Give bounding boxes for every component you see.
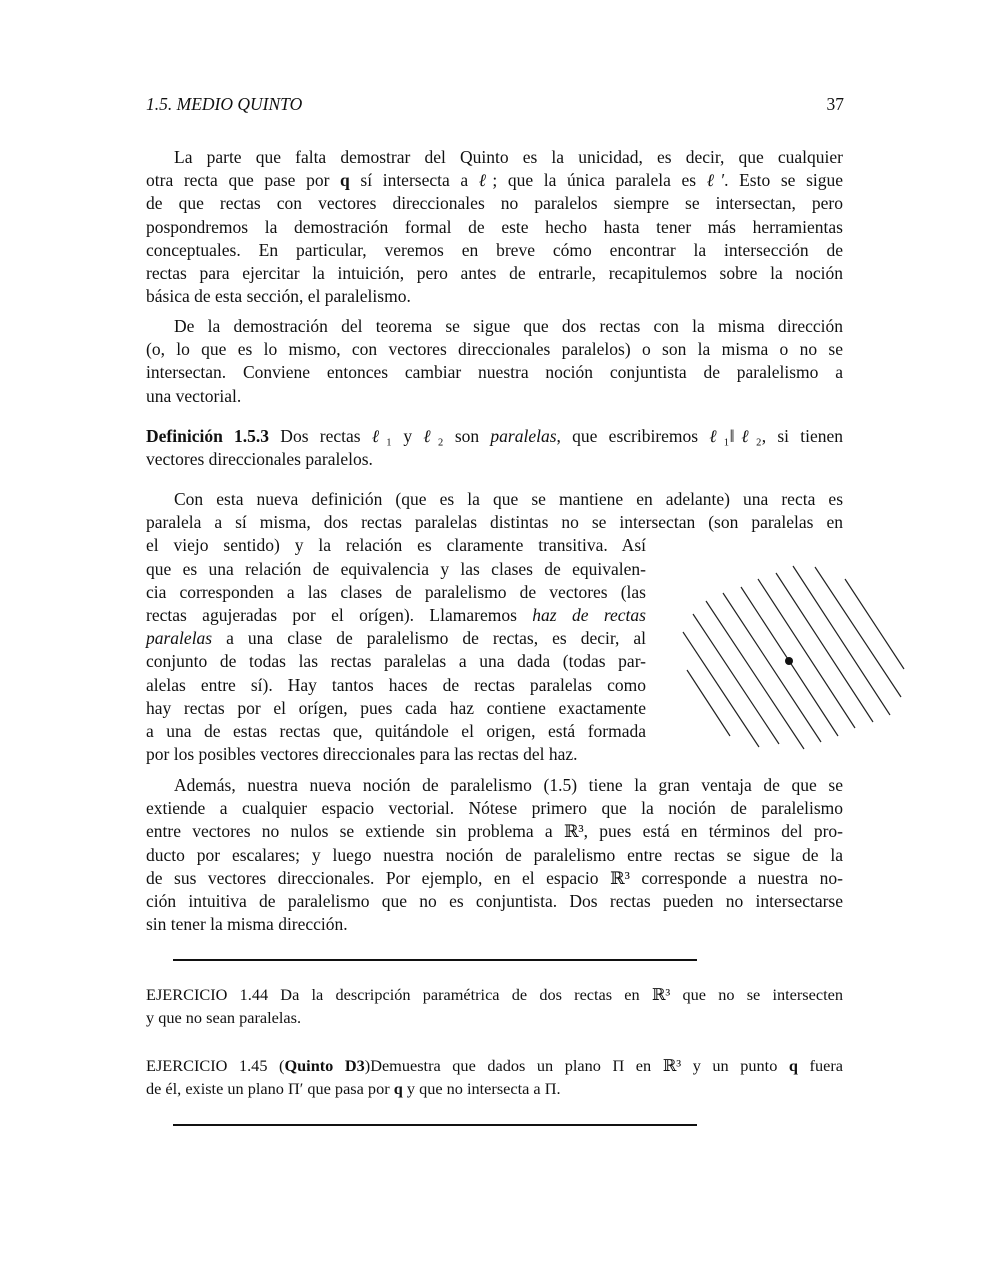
text-segment: EJERCICIO 1.45 ( [146,1056,285,1075]
text-segment: alelas entre sí). Hay tantos haces de rectas paralelas como [146,674,646,695]
parallel-line [793,566,890,715]
text-segment: Además, nuestra nueva noción de paralelismo (1.5) tiene la gran ventaja de que se [174,775,843,795]
text-segment: ducto por escalares; y luego nuestra noción de paralelismo entre rectas se sigue de la [146,844,843,865]
parallel-line [845,579,904,669]
text-segment: fuera [797,1056,843,1075]
text-segment: pospondremos la demostración formal de este hecho hasta tener más herramientas [146,216,843,237]
italic-text: paralelas [146,628,213,649]
origin-point [785,657,793,665]
italic-text: ℓ [734,426,756,446]
italic-text: ℓ′ [706,170,725,191]
text-segment: Con esta nueva definición (que es la que se mantiene en adelante) una recta es [174,489,843,509]
text-segment: entre vectores no nulos se extiende sin problema a ℝ³, pues está en términos del pro- [146,821,843,842]
italic-text: haz de rectas [532,604,646,625]
text-segment: )Demuestra que dados un plano Π en ℝ³ y un punto [364,1056,789,1075]
text-segment: el viejo sentido) y la relación es claramente transitiva. Así [146,535,646,556]
parallel-line [776,573,873,722]
running-header-section: 1.5. MEDIO QUINTO [146,94,303,114]
parallel-line [683,632,759,747]
text-segment: paralela a sí misma, dos rectas paralelas distintas no se intersectan (son paralelas en [146,512,843,533]
bold-text: q [393,1079,403,1098]
text-segment: conjunto de todas las rectas paralelas a una dada (todas par- [146,651,646,672]
text-segment: . Esto se sigue [724,170,844,191]
parallel-line [706,601,804,749]
text-segment: De la demostración del teorema se sigue que dos rectas con la misma dirección [174,316,843,336]
text-segment: cia corresponden a las clases de paralelismo de vectores (las [146,581,646,602]
bold-text: q [788,1056,798,1075]
text-segment: básica de esta sección, el paralelismo. [146,286,411,307]
text-segment: extiende a cualquier espacio vectorial. Nótese primero que la noción de paralelismo [146,798,843,819]
text-segment: EJERCICIO 1.44 Da la descripción paramétrica de dos rectas en ℝ³ que no se intersecten [146,985,843,1004]
bold-text: Definición 1.5.3 [146,426,270,446]
bold-text: Quinto D3 [284,1056,365,1075]
text-segment: rectas para ejercitar la intuición, pero antes de entrarle, recapitulemos sobre la noción [146,262,843,283]
page-number: 37 [826,94,844,114]
parallel-line [815,567,901,697]
text-segment: que es una relación de equivalencia y las clases de equivalen- [146,558,646,579]
italic-text: paralelas [490,426,557,446]
text-segment: conceptuales. En particular, veremos en breve cómo encontrar la intersección de [146,239,843,260]
parallel-line [693,614,779,744]
text-segment: ₂ son [437,426,491,446]
text-segment: ción intuitiva de paralelismo que no es conjuntista. Dos rectas pueden no intersectarse [146,890,843,911]
italic-text: ℓ [478,170,493,191]
text-segment: La parte que falta demostrar del Quinto es la unicidad, es decir, que cualquier [174,147,843,167]
text-segment: rectas agujeradas por el orígen). Llamaremos [146,604,533,625]
parallel-line [723,593,821,742]
text-segment: por los posibles vectores direccionales para las rectas del haz. [146,744,578,765]
text-segment: Dos rectas [269,426,372,446]
italic-text: ℓ [423,426,438,446]
text-segment: de él, existe un plano Π′ que pasa por [146,1079,394,1098]
text-segment: intersectan. Conviene entonces cambiar nuestra noción conjuntista de paralelismo a [146,362,843,383]
text-segment: sí intersecta a [349,170,479,191]
text-segment: una vectorial. [146,385,242,406]
text-segment: hay rectas por el orígen, pues cada haz contiene exactamente [146,697,646,718]
text-segment: de que rectas con vectores direccionales no paralelos siempre se intersectan, pero [146,193,843,214]
text-segment: otra recta que pase por [146,170,341,191]
text-segment: ₂, si tienen [755,426,843,446]
text-segment: ₁‖ [723,426,735,446]
text-segment: , que escribiremos [556,426,710,446]
text-segment: vectores direccionales paralelos. [146,449,373,470]
text-segment: y que no intersecta a Π. [402,1079,561,1098]
text-segment: de sus vectores direccionales. Por ejemplo, en el espacio ℝ³ corresponde a nuestra no- [146,867,843,888]
italic-text: ℓ [709,426,724,446]
text-segment: (o, lo que es lo mismo, con vectores direccionales paralelos) o son la misma o no se [146,339,843,360]
text-segment: y que no sean paralelas. [146,1008,302,1027]
parallel-line [758,579,855,728]
parallel-line [687,670,730,736]
text-segment: ₁ y [385,426,424,446]
text-segment: ; que la única paralela es [492,170,707,191]
text-segment: a una de estas rectas que, quitándole el origen, está formada [146,720,646,741]
text-segment: sin tener la misma dirección. [146,914,348,935]
italic-text: ℓ [371,426,386,446]
text-segment: a una clase de paralelismo de rectas, es decir, al [212,628,646,649]
bold-text: q [340,170,350,191]
